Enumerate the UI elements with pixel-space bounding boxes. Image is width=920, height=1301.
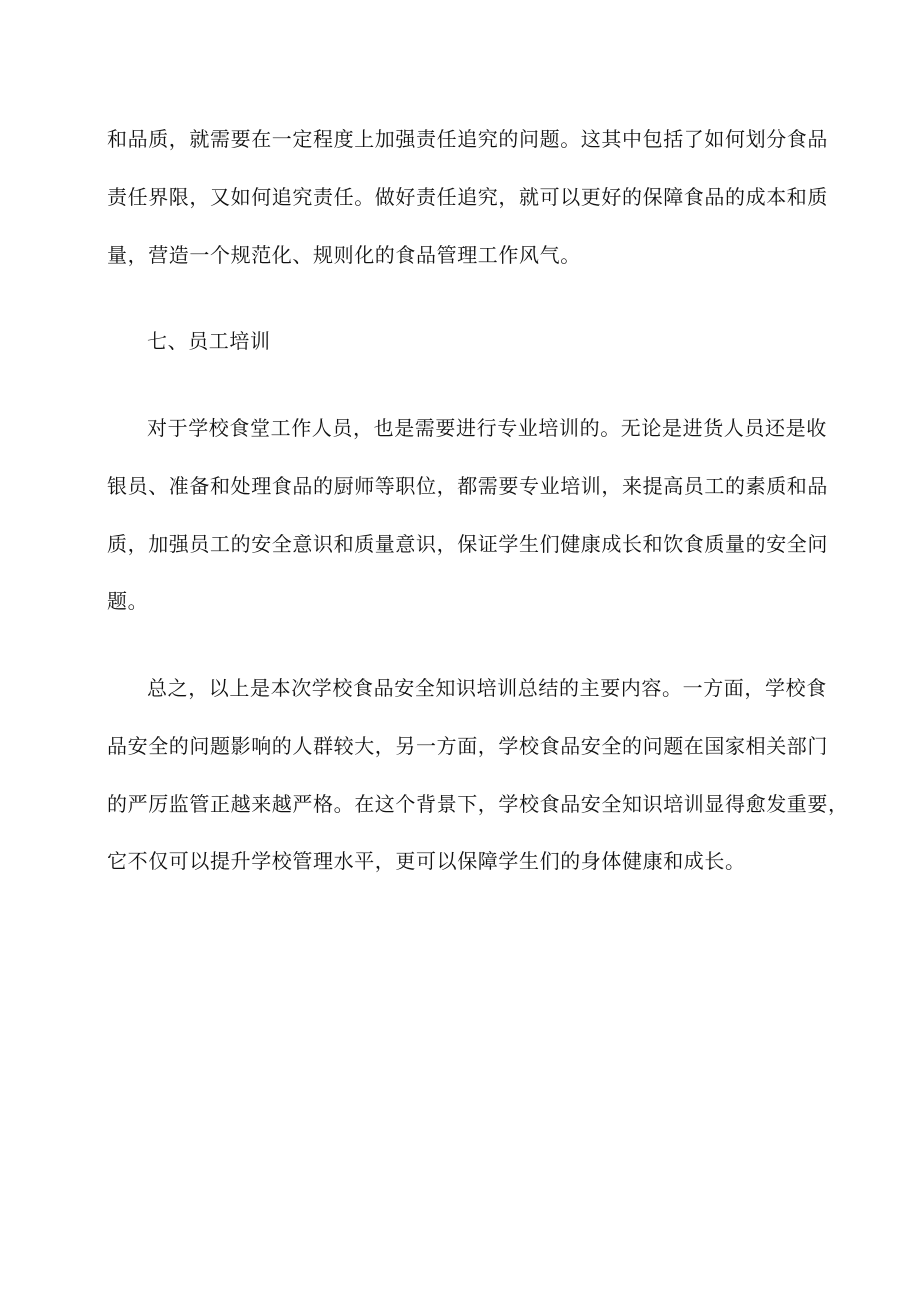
text-line: 对于学校食堂工作人员，也是需要进行专业培训的。无论是进货人员还是收 — [147, 416, 827, 440]
text-line: 和品质，就需要在一定程度上加强责任追究的问题。这其中包括了如何划分食品 — [107, 127, 828, 151]
text-line: 它不仅可以提升学校管理水平，更可以保障学生们的身体健康和成长。 — [107, 849, 746, 873]
text-line: 责任界限，又如何追究责任。做好责任追究，就可以更好的保障食品的成本和质 — [107, 185, 828, 209]
text-line: 总之，以上是本次学校食品安全知识培训总结的主要内容。一方面，学校食 — [147, 676, 827, 700]
text-line: 的严厉监管正越来越严格。在这个背景下，学校食品安全知识培训显得愈发重要， — [107, 792, 849, 816]
section-heading: 七、员工培训 — [147, 329, 271, 353]
text-line: 品安全的问题影响的人群较大，另一方面，学校食品安全的问题在国家相关部门 — [107, 734, 828, 758]
text-line: 题。 — [107, 589, 149, 613]
text-line: 量，营造一个规范化、规则化的食品管理工作风气。 — [107, 243, 581, 267]
text-line: 银员、准备和处理食品的厨师等职位，都需要专业培训，来提高员工的素质和品 — [107, 474, 828, 498]
text-line: 质，加强员工的安全意识和质量意识，保证学生们健康成长和饮食质量的安全问 — [107, 532, 828, 556]
